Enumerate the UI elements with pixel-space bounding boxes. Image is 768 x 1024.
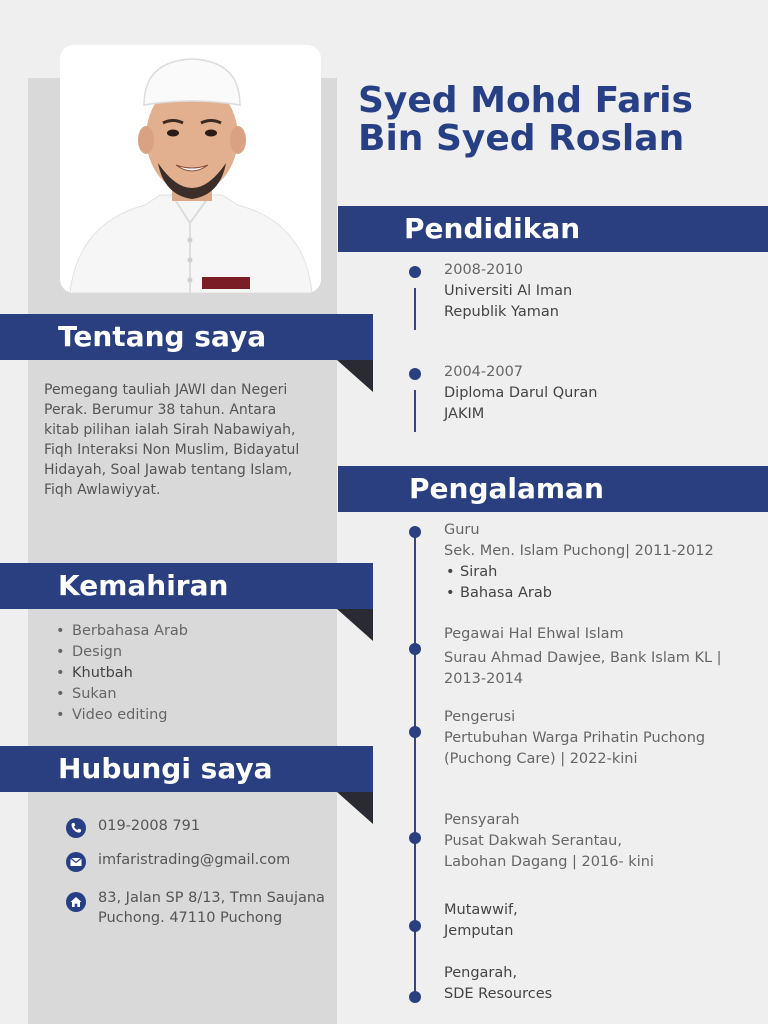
timeline-dot	[409, 726, 421, 738]
education-institution: Diploma Darul Quran	[444, 385, 598, 401]
education-years: 2008-2010	[444, 262, 524, 278]
skills-section-title: Kemahiran	[0, 563, 373, 609]
contact-banner-fold	[337, 792, 373, 824]
timeline-dot	[409, 991, 421, 1003]
about-section-title: Tentang saya	[0, 314, 373, 360]
experience-organization: Pusat Dakwah Serantau, Labohan Dagang | 2016- kini	[444, 833, 654, 870]
education-location: Republik Yaman	[444, 304, 559, 320]
skill-item: • Sukan	[72, 684, 188, 705]
experience-organization: Sek. Men. Islam Puchong| 2011-2012	[444, 543, 714, 559]
postal-address: 83, Jalan SP 8/13, Tmn Saujana Puchong. 47110 Puchong	[98, 890, 325, 926]
skill-item: • Khutbah	[72, 663, 188, 684]
experience-role: Pengarah,	[444, 965, 518, 981]
skill-item: • Berbahasa Arab	[72, 621, 188, 642]
experience-bullet: • Sirah	[460, 562, 744, 583]
experience-entry	[444, 810, 744, 873]
experience-role: Pegawai Hal Ehwal Islam	[444, 626, 624, 642]
education-institution: Universiti Al Iman	[444, 283, 573, 299]
skill-item: • Video editing	[72, 705, 188, 726]
full-name	[358, 82, 758, 158]
experience-bullet: • Bahasa Arab	[460, 583, 744, 604]
experience-entry	[444, 707, 744, 770]
about-banner-fold	[337, 360, 373, 392]
education-location: JAKIM	[444, 406, 485, 422]
education-section-title: Pendidikan	[338, 206, 768, 252]
education-years: 2004-2007	[444, 364, 524, 380]
timeline-dot	[409, 832, 421, 844]
skills-list	[72, 621, 188, 726]
contact-email-row	[66, 850, 338, 872]
skills-banner-fold	[337, 609, 373, 641]
phone-number[interactable]: 019-2008 791	[98, 818, 201, 834]
experience-role: Mutawwif,	[444, 902, 518, 918]
experience-entry	[444, 963, 744, 1005]
experience-entry	[444, 900, 744, 942]
experience-organization: Pertubuhan Warga Prihatin Puchong (Puchong Care) | 2022-kini	[444, 730, 706, 767]
home-icon	[66, 892, 86, 912]
experience-role: Pengerusi	[444, 709, 516, 725]
skill-item: • Design	[72, 642, 188, 663]
envelope-icon	[66, 852, 86, 872]
experience-role: Pensyarah	[444, 812, 520, 828]
portrait-illustration	[60, 45, 321, 293]
experience-entry	[444, 624, 744, 690]
experience-section-title: Pengalaman	[338, 466, 768, 512]
timeline-dot	[409, 643, 421, 655]
name-line-1: Syed Mohd Faris	[358, 80, 693, 121]
contact-address-row	[66, 888, 338, 928]
timeline-dot	[409, 368, 421, 380]
experience-organization: Jemputan	[444, 923, 514, 939]
experience-entry	[444, 520, 744, 604]
experience-organization: SDE Resources	[444, 986, 553, 1002]
about-text: Pemegang tauliah JAWI dan Negeri Perak. Berumur 38 tahun. Antara kitab pilihan ialah Sirah Nabawiyah, Fiqh Interaksi Non Muslim, Bidayatul Hidayah, Soal Jawab tentang Islam, Fiqh Awlawiyyat.	[44, 382, 300, 498]
timeline-line	[414, 390, 416, 432]
experience-bullets	[444, 562, 744, 604]
timeline-dot	[409, 526, 421, 538]
profile-photo	[60, 45, 321, 293]
timeline-dot	[409, 920, 421, 932]
email-address[interactable]: imfaristrading@gmail.com	[98, 852, 291, 868]
experience-organization: Surau Ahmad Dawjee, Bank Islam KL | 2013-2014	[444, 650, 722, 687]
name-line-2: Bin Syed Roslan	[358, 118, 685, 159]
education-entry	[444, 260, 744, 323]
timeline-line	[414, 288, 416, 330]
contact-phone-row	[66, 816, 338, 838]
experience-role: Guru	[444, 522, 480, 538]
timeline-dot	[409, 266, 421, 278]
contact-section-title: Hubungi saya	[0, 746, 373, 792]
education-entry	[444, 362, 744, 425]
phone-icon	[66, 818, 86, 838]
